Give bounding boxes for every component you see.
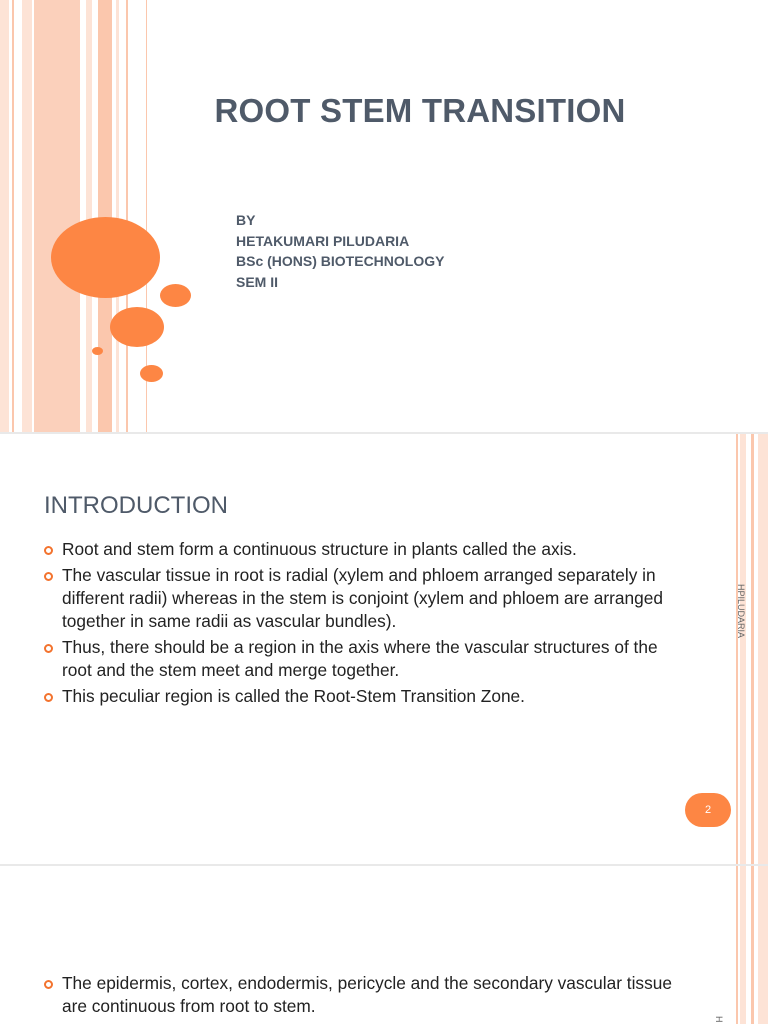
list-item: Thus, there should be a region in the axis where the vascular structures of the root and the stem meet and merge together. [44, 636, 684, 682]
subtitle-course: BSc (HONS) BIOTECHNOLOGY [236, 253, 445, 269]
list-item: This peculiar region is called the Root-Stem Transition Zone. [44, 685, 684, 708]
decorative-stripes-right [728, 866, 768, 1024]
bullet-list [44, 538, 684, 711]
subtitle-by: BY [236, 212, 256, 228]
decorative-circle-small [140, 365, 163, 382]
continuation-slide [0, 866, 768, 1024]
list-item: The epidermis, cortex, endodermis, pericycle and the secondary vascular tissue are continuous from root to stem. [44, 972, 684, 1018]
list-item: Root and stem form a continuous structure in plants called the axis. [44, 538, 684, 561]
bullet-circle-icon [44, 644, 53, 653]
decorative-stripes [0, 0, 150, 432]
page-number-badge: 2 [685, 793, 731, 827]
decorative-circle-medium [160, 284, 191, 307]
decorative-circle-tiny [92, 347, 103, 355]
subtitle-semester: SEM II [236, 273, 279, 290]
bullet-circle-icon [44, 980, 53, 989]
subtitle-author: HETAKUMARI PILUDARIA [236, 232, 410, 249]
slide-title: ROOT STEM TRANSITION [214, 92, 626, 129]
decorative-circle-mid [110, 307, 164, 347]
side-author-label: HPILUDARIA [736, 584, 746, 639]
side-author-label: H [714, 1016, 724, 1023]
decorative-circle-large [51, 217, 160, 298]
subtitle-block [236, 210, 444, 292]
introduction-slide [0, 434, 768, 864]
list-item: The vascular tissue in root is radial (xylem and phloem arranged separately in different radii) whereas in the stem is conjoint (xylem and phloem are arranged together in same radii as vascular bundles). [44, 564, 684, 633]
bullet-circle-icon [44, 572, 53, 581]
bullet-circle-icon [44, 546, 53, 555]
decorative-stripes-right [728, 434, 768, 864]
bullet-list [44, 972, 684, 1021]
slide-heading: INTRODUCTION [44, 492, 228, 519]
bullet-circle-icon [44, 693, 53, 702]
title-slide [0, 0, 768, 432]
